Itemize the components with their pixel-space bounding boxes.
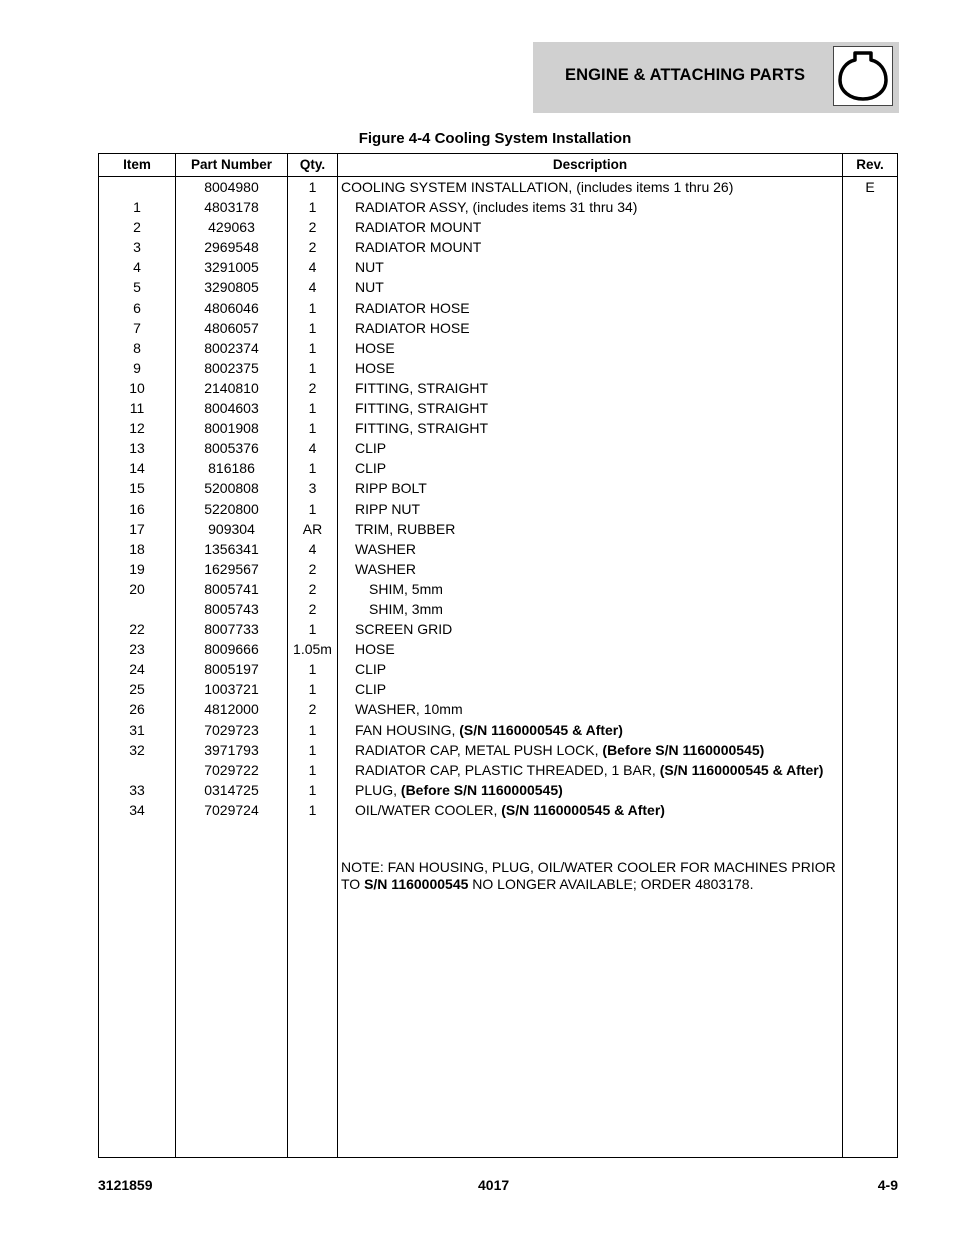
- description-cell: [355, 438, 386, 458]
- qty-cell: 3: [308, 480, 317, 497]
- description-text: HOSE: [355, 641, 395, 658]
- table-row: [99, 358, 897, 378]
- item-cell: 17: [129, 520, 145, 537]
- item-cell: 25: [129, 681, 145, 698]
- qty-cell: 1: [308, 319, 317, 336]
- description-text: SHIM, 5mm: [369, 580, 443, 597]
- description-text: RADIATOR ASSY, (includes items 31 thru 34): [355, 199, 638, 216]
- description-text: OIL/WATER COOLER,: [355, 801, 502, 818]
- table-row: [99, 378, 897, 398]
- table-row: [99, 338, 897, 358]
- description-cell: [355, 277, 384, 297]
- part-number-cell: 1629567: [204, 560, 259, 577]
- qty-cell: 1: [308, 179, 317, 195]
- note-line-2-bold: S/N 1160000545: [364, 876, 469, 892]
- item-cell: 2: [133, 219, 141, 236]
- parts-table: [98, 153, 898, 1158]
- description-cell: [355, 378, 488, 398]
- item-cell: 22: [129, 621, 145, 638]
- qty-cell: 2: [308, 560, 317, 577]
- part-number-cell: 4806057: [204, 319, 259, 336]
- part-number-cell: 909304: [208, 520, 255, 537]
- column-header-description: Description: [552, 157, 628, 172]
- engine-icon: [833, 46, 893, 106]
- table-row: [99, 277, 897, 297]
- item-cell: 26: [129, 701, 145, 718]
- table-row: [99, 318, 897, 338]
- item-cell: 5: [133, 279, 141, 296]
- qty-cell: 2: [308, 379, 317, 396]
- item-cell: 34: [129, 801, 145, 818]
- description-cell: [355, 800, 665, 820]
- serial-number-note: (Before S/N 1160000545): [602, 741, 765, 758]
- description-cell: [355, 398, 488, 418]
- description-text: HOSE: [355, 339, 395, 356]
- description-text: RADIATOR CAP, PLASTIC THREADED, 1 BAR,: [355, 761, 660, 778]
- part-number-cell: 4812000: [204, 701, 259, 718]
- description-cell: [355, 318, 470, 338]
- qty-cell: 2: [308, 219, 317, 236]
- item-cell: 3: [133, 239, 141, 256]
- figure-title: Figure 4-4 Cooling System Installation: [358, 130, 632, 147]
- description-text: WASHER, 10mm: [355, 701, 463, 718]
- description-text: CLIP: [355, 681, 387, 698]
- description-cell: [355, 679, 386, 699]
- description-text: RADIATOR HOSE: [355, 299, 470, 316]
- item-cell: 33: [129, 781, 145, 798]
- description-cell: [355, 699, 463, 719]
- item-cell: 6: [133, 299, 141, 316]
- item-cell: 23: [129, 641, 145, 658]
- description-text: SCREEN GRID: [355, 621, 453, 638]
- note-line-2: [341, 876, 841, 893]
- column-header-part-number: Part Number: [190, 157, 273, 172]
- table-row: [99, 760, 897, 780]
- qty-cell: 2: [308, 701, 317, 718]
- item-cell: 31: [129, 721, 145, 738]
- description-text: FAN HOUSING,: [355, 721, 460, 738]
- description-text: RIPP NUT: [355, 500, 421, 517]
- item-cell: 18: [129, 540, 145, 557]
- serial-number-note: (S/N 1160000545 & After): [501, 801, 665, 818]
- description-text: CLIP: [355, 661, 387, 678]
- table-row: [99, 720, 897, 740]
- note-line-2-suffix: NO LONGER AVAILABLE; ORDER 4803178.: [468, 876, 754, 892]
- description-text: RADIATOR MOUNT: [355, 219, 482, 236]
- column-header-rev: Rev.: [856, 157, 884, 172]
- qty-cell: 2: [308, 580, 317, 597]
- table-row: [99, 237, 897, 257]
- qty-cell: 1: [308, 359, 317, 376]
- rev-cell: E: [865, 179, 875, 195]
- qty-cell: 1: [308, 339, 317, 356]
- description-cell: [355, 298, 470, 318]
- description-text: CLIP: [355, 460, 387, 477]
- qty-cell: 1: [308, 500, 317, 517]
- description-cell: [369, 599, 443, 619]
- part-number-cell: 2140810: [204, 379, 259, 396]
- qty-cell: 1: [308, 781, 317, 798]
- qty-cell: AR: [302, 520, 323, 537]
- description-text: COOLING SYSTEM INSTALLATION, (includes items 1 thru 26): [341, 179, 734, 195]
- item-cell: 10: [129, 379, 145, 396]
- description-text: FITTING, STRAIGHT: [355, 379, 488, 396]
- item-cell: 11: [129, 400, 145, 417]
- item-cell: 14: [129, 460, 145, 477]
- description-cell: [341, 177, 733, 197]
- description-text: RIPP BOLT: [355, 480, 427, 497]
- table-row: [99, 519, 897, 539]
- item-cell: 24: [129, 661, 145, 678]
- part-number-cell: 8007733: [204, 621, 259, 638]
- qty-cell: 1.05m: [293, 641, 332, 658]
- qty-cell: 1: [308, 761, 317, 778]
- table-row: [99, 398, 897, 418]
- qty-cell: 4: [308, 440, 317, 457]
- qty-cell: 4: [308, 259, 317, 276]
- description-cell: [355, 478, 427, 498]
- qty-cell: 2: [308, 600, 317, 617]
- table-body: [99, 177, 897, 820]
- item-cell: 20: [129, 580, 145, 597]
- part-number-cell: 2969548: [204, 239, 259, 256]
- footer-page-number: 4-9: [877, 1177, 898, 1193]
- table-row: [99, 458, 897, 478]
- table-row: [99, 659, 897, 679]
- table-row: [99, 780, 897, 800]
- description-cell: [355, 559, 416, 579]
- part-number-cell: 0314725: [204, 781, 259, 798]
- item-cell: 9: [133, 359, 141, 376]
- note-line-2-prefix: TO: [341, 876, 365, 892]
- part-number-cell: 816186: [208, 460, 255, 477]
- table-row: [99, 699, 897, 719]
- table-row: [99, 217, 897, 237]
- description-cell: [355, 740, 764, 760]
- part-number-cell: 7029722: [204, 761, 259, 778]
- part-number-cell: 8004603: [204, 400, 259, 417]
- part-number-cell: 3971793: [204, 741, 259, 758]
- column-header-item: Item: [123, 157, 151, 172]
- table-row: [99, 257, 897, 277]
- description-cell: [355, 619, 452, 639]
- item-cell: 32: [129, 741, 145, 758]
- description-text: HOSE: [355, 359, 395, 376]
- description-cell: [355, 639, 395, 659]
- description-cell: [355, 257, 384, 277]
- part-number-cell: 8004980: [204, 179, 259, 195]
- section-header: [533, 42, 899, 113]
- serial-number-note: (S/N 1160000545 & After): [659, 761, 824, 778]
- serial-number-note: (S/N 1160000545 & After): [459, 721, 623, 738]
- part-number-cell: 3291005: [204, 259, 259, 276]
- part-number-cell: 4803178: [204, 199, 259, 216]
- description-cell: [355, 659, 386, 679]
- footer-doc-number: 3121859: [98, 1177, 153, 1193]
- description-cell: [355, 418, 488, 438]
- item-cell: 16: [129, 500, 145, 517]
- table-row: [99, 177, 897, 197]
- part-number-cell: 8001908: [204, 420, 259, 437]
- qty-cell: 1: [308, 199, 317, 216]
- qty-cell: 1: [308, 661, 317, 678]
- description-text: RADIATOR MOUNT: [355, 239, 482, 256]
- description-text: RADIATOR HOSE: [355, 319, 470, 336]
- table-row: [99, 599, 897, 619]
- description-cell: [355, 539, 416, 559]
- qty-cell: 1: [308, 460, 317, 477]
- part-number-cell: 5220800: [204, 500, 259, 517]
- description-text: FITTING, STRAIGHT: [355, 400, 488, 417]
- note-line-1: NOTE: FAN HOUSING, PLUG, OIL/WATER COOLER FOR MACHINES PRIOR: [341, 859, 836, 875]
- part-number-cell: 5200808: [204, 480, 259, 497]
- part-number-cell: 8005741: [204, 580, 259, 597]
- part-number-cell: 8002374: [204, 339, 259, 356]
- serial-number-note: (Before S/N 1160000545): [400, 781, 563, 798]
- description-text: TRIM, RUBBER: [355, 520, 456, 537]
- part-number-cell: 3290805: [204, 279, 259, 296]
- table-row: [99, 679, 897, 699]
- part-number-cell: 8005743: [204, 600, 259, 617]
- item-cell: 12: [129, 420, 145, 437]
- part-number-cell: 1003721: [204, 681, 259, 698]
- item-cell: 7: [133, 319, 141, 336]
- description-text: SHIM, 3mm: [369, 600, 443, 617]
- description-text: NUT: [355, 279, 384, 296]
- qty-cell: 1: [308, 801, 317, 818]
- table-row: [99, 559, 897, 579]
- table-row: [99, 438, 897, 458]
- qty-cell: 1: [308, 681, 317, 698]
- part-number-cell: 8009666: [204, 641, 259, 658]
- footer-manual-id: 4017: [478, 1177, 510, 1193]
- part-number-cell: 4806046: [204, 299, 259, 316]
- description-cell: [355, 760, 823, 780]
- description-cell: [369, 579, 443, 599]
- part-number-cell: 7029724: [204, 801, 259, 818]
- description-text: NUT: [355, 259, 384, 276]
- part-number-cell: 8005376: [204, 440, 259, 457]
- section-title: ENGINE & ATTACHING PARTS: [565, 66, 806, 84]
- description-text: CLIP: [355, 440, 387, 457]
- qty-cell: 1: [308, 741, 317, 758]
- qty-cell: 1: [308, 299, 317, 316]
- table-row: [99, 478, 897, 498]
- part-number-cell: 8005197: [204, 661, 259, 678]
- qty-cell: 4: [308, 540, 317, 557]
- description-text: PLUG,: [355, 781, 401, 798]
- qty-cell: 1: [308, 420, 317, 437]
- description-text: WASHER: [355, 560, 416, 577]
- table-row: [99, 539, 897, 559]
- part-number-cell: 1356341: [204, 540, 259, 557]
- description-cell: [355, 458, 386, 478]
- qty-cell: 4: [308, 279, 317, 296]
- description-text: WASHER: [355, 540, 416, 557]
- qty-cell: 1: [308, 621, 317, 638]
- description-cell: [355, 519, 455, 539]
- table-row: [99, 499, 897, 519]
- item-cell: 1: [133, 199, 141, 216]
- description-text: FITTING, STRAIGHT: [355, 420, 488, 437]
- description-cell: [355, 197, 637, 217]
- description-cell: [355, 780, 563, 800]
- table-row: [99, 619, 897, 639]
- table-note: [341, 859, 841, 893]
- part-number-cell: 429063: [208, 219, 255, 236]
- description-cell: [355, 338, 395, 358]
- table-row: [99, 800, 897, 820]
- table-row: [99, 298, 897, 318]
- table-row: [99, 418, 897, 438]
- description-cell: [355, 358, 395, 378]
- table-row: [99, 740, 897, 760]
- qty-cell: 1: [308, 400, 317, 417]
- table-row: [99, 197, 897, 217]
- column-header-qty: Qty.: [299, 157, 326, 172]
- qty-cell: 1: [308, 721, 317, 738]
- description-text: RADIATOR CAP, METAL PUSH LOCK,: [355, 741, 603, 758]
- description-cell: [355, 217, 481, 237]
- item-cell: 8: [133, 339, 141, 356]
- item-cell: 15: [129, 480, 145, 497]
- description-cell: [355, 237, 481, 257]
- part-number-cell: 7029723: [204, 721, 259, 738]
- item-cell: 13: [129, 440, 145, 457]
- table-row: [99, 579, 897, 599]
- item-cell: 4: [133, 259, 141, 276]
- description-cell: [355, 499, 420, 519]
- item-cell: 19: [129, 560, 145, 577]
- qty-cell: 2: [308, 239, 317, 256]
- table-row: [99, 639, 897, 659]
- description-cell: [355, 720, 623, 740]
- part-number-cell: 8002375: [204, 359, 259, 376]
